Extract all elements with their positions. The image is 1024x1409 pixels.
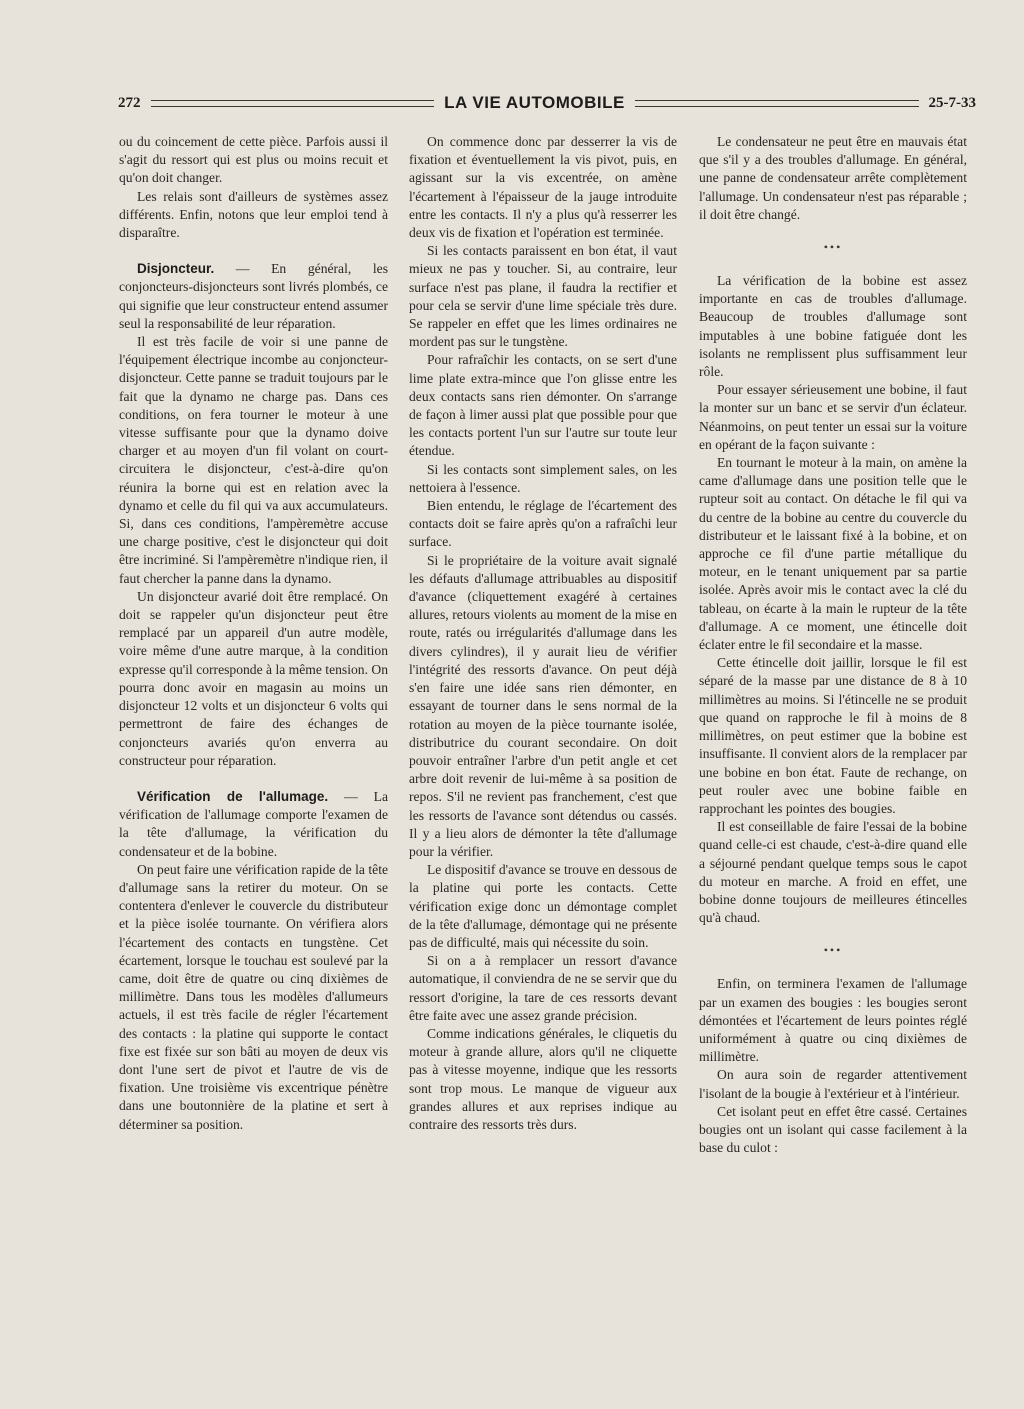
section-separator: •••	[823, 240, 843, 255]
paragraph: La vérification de la bobine est assez importante en cas de troubles d'allumage. Beaucoup de troubles d'allumage sont imputables à une bobine fatiguée dont les isolants ne remplissent plus suffisamment leur rôle.	[699, 273, 967, 380]
paragraph: Il est très facile de voir si une panne de l'équipement électrique incombe au conjoncteur-disjoncteur. Cette panne se traduit toujours par le fait que la dynamo ne charge pas. Dans ces conditions, on fera tourner le moteur à une vitesse suffisante pour que la dynamo doive charger et au moyen d'un fil volant on court-circuitera le disjoncteur, c'est-à-dire qu'on réunira la borne qui est en relation avec la dynamo et celle du fil qui va aux accumulateurs. Si, dans ces conditions, l'ampèremètre accuse une charge positive, c'est le disjoncteur qui doit être incriminé. Si l'ampèremètre n'indique rien, il faut chercher la panne dans la dynamo.	[119, 334, 388, 586]
paragraph: Si les contacts paraissent en bon état, il vaut mieux ne pas y toucher. Si, au contraire, leur surface n'est pas plane, il faudra la rectifier et pour cela se servir d'une lime spéciale très dure. Se rappeler en effet que les limes ordinaires ne mordent pas sur le tungstène.	[409, 243, 677, 350]
paragraph: Si le propriétaire de la voiture avait signalé les défauts d'allumage attribuables au dispositif d'avance (cliquettement exagéré à certaines allures, retours violents au moment de la mise en route, ratés ou irrégularités d'allumage dans les divers cylindres), il y aurait lieu de vérifier l'intégrité des ressorts d'avance. On peut déjà s'en faire une idée sans rien démonter, en essayant de tourner dans le sens normal de la rotation au moyen de la pièce tournante isolée, distributrice du courant secondaire. On doit pouvoir entraîner l'arbre d'un petit angle et cet arbre doit revenir de lui-même à sa position de repos. S'il ne revient pas franchement, c'est que les ressorts de l'avance sont détendus ou cassés. Il y a lieu alors de démonter la tête d'allumage pour la vérifier.	[409, 552, 677, 859]
text-column-2	[409, 133, 677, 1134]
paragraph: ou du coincement de cette pièce. Parfois aussi il s'agit du ressort qui est plus ou moins recuit et qu'on doit changer.	[119, 134, 388, 186]
paragraph: Le condensateur ne peut être en mauvais état que s'il y a des troubles d'allumage. En général, une panne de condensateur arrête complètement l'allumage. Un condensateur n'est pas réparable ; il doit être changé.	[699, 134, 967, 222]
paragraph: Pour rafraîchir les contacts, on se sert d'une lime plate extra-mince que l'on glisse entre les deux contacts sans rien démonter. On s'arrange de façon à limer aussi plat que possible pour que les contacts portent l'un sur l'autre sur toute leur étendue.	[409, 352, 677, 459]
section-heading: Vérification de l'allumage.	[137, 788, 329, 804]
paragraph: Bien entendu, le réglage de l'écartement des contacts doit se faire après qu'on a rafraîchi leur surface.	[409, 498, 677, 550]
paragraph: Enfin, on terminera l'examen de l'allumage par un examen des bougies : les bougies seront démontées et l'écartement de leurs pointes réglé uniformément à quatre ou cinq dixièmes de millimètre.	[699, 976, 967, 1065]
header-rule-left	[151, 100, 435, 107]
paragraph: On commence donc par desserrer la vis de fixation et éventuellement la vis pivot, puis, en agissant sur la vis excentrée, on amène l'écartement à l'épaisseur de la jauge introduite entre les contacts. Il n'y a plus qu'à resserrer les deux vis de fixation et l'opération est terminée.	[409, 134, 677, 241]
paragraph: On peut faire une vérification rapide de la tête d'allumage sans la retirer du moteur. On se contentera d'enlever le couvercle du distributeur et la pièce isolée tournante. On vérifiera alors l'écartement des contacts en tungstène. Cet écartement, lorsque le touchau est soulevé par la came, doit être de quatre ou cinq dixièmes de millimètre. Dans tous les modèles d'allumeurs actuels, il est très facile de régler l'écartement des contacts : la platine qui supporte le contact fixe est fixée sur son bâti au moyen de deux vis dont l'une sert de pivot et l'autre de vis de fixation. Une troisième vis excentrique pénètre dans une boutonnière de la platine et sert à déterminer sa position.	[119, 861, 388, 1132]
paragraph-text: — En général, les conjoncteurs-disjoncteurs sont livrés plombés, ce qui signifie que leur constructeur entend assumer seul la responsabilité de leur réparation.	[119, 261, 388, 331]
page-number: 272	[118, 94, 141, 111]
issue-date: 25-7-33	[928, 94, 976, 111]
paragraph: On aura soin de regarder attentivement l'isolant de la bougie à l'extérieur et à l'intérieur.	[699, 1067, 967, 1101]
paragraph: Le dispositif d'avance se trouve en dessous de la platine qui porte les contacts. Cette vérification exige donc un démontage complet de la tête d'allumage, démontage qui ne présente pas de difficulté, mais qui nécessite du soin.	[409, 862, 677, 950]
section-disjoncteur	[119, 260, 388, 333]
paragraph: Il est conseillable de faire l'essai de la bobine quand celle-ci est chaude, c'est-à-dire quand elle a séjourné pendant quelque temps sous le capot du moteur en marche. A froid en effet, une bobine donne toujours de meilleures étincelles qu'à chaud.	[699, 819, 967, 926]
section-separator: •••	[823, 943, 843, 958]
paragraph: Cette étincelle doit jaillir, lorsque le fil est séparé de la masse par une distance de 8 à 10 millimètres au moins. Si l'étincelle ne se produit que quand on rapproche le fil à moins de 8 millimètres, on peut estimer que la bobine est insuffisante. Il convient alors de la remplacer par une bobine en bon état. Faute de rechange, on peut rouler avec une bobine faible en rapprochant les pointes des bougies.	[699, 655, 967, 816]
paragraph: En tournant le moteur à la main, on amène la came d'allumage dans une position telle que le rupteur soit au contact. On détache le fil qui va du centre de la bobine au centre du couvercle du distributeur et le laissant fixé à la bobine, et on approche ce fil d'une partie métallique du moteur, en le tenant uniquement par sa partie isolée. Après avoir mis le contact avec la clé du tableau, on écarte à la main le rupteur de la tête d'allumage. A ce moment, une étincelle doit éclater entre le fil secondaire et la masse.	[699, 455, 967, 653]
paragraph: Les relais sont d'ailleurs de systèmes assez différents. Enfin, notons que leur emploi tend à disparaître.	[119, 188, 388, 241]
journal-title: LA VIE AUTOMOBILE	[444, 93, 625, 112]
page-header	[118, 93, 976, 113]
section-verification	[119, 788, 388, 861]
text-column-1	[119, 133, 388, 1134]
paragraph-text: — La vérification de l'allumage comporte l'examen de la tête d'allumage, la vérification du condensateur et de la bobine.	[119, 788, 388, 859]
paragraph: Cet isolant peut en effet être cassé. Certaines bougies ont un isolant qui casse facilement à la base du culot :	[699, 1103, 967, 1156]
paragraph: Si les contacts sont simplement sales, on les nettoiera à l'essence.	[409, 461, 677, 495]
paragraph: Un disjoncteur avarié doit être remplacé. On doit se rappeler qu'un disjoncteur peut être remplacé par un appareil d'un autre modèle, voire même d'une autre marque, à la condition expresse qu'il corresponde à la même tension. On pourra donc avoir en magasin au moins un disjoncteur 12 volts et un disjoncteur 6 volts qui permettront de faire des échanges de conjoncteurs avariés qu'on enverra au constructeur pour réparation.	[119, 588, 388, 768]
text-column-3	[699, 133, 967, 1157]
paragraph: Comme indications générales, le cliquetis du moteur à grande allure, alors qu'il ne cliquette pas à vitesse moyenne, indique que les ressorts sont trop mous. Le manque de vigueur aux grandes allures et aux reprises indique au contraire des ressorts très durs.	[409, 1025, 677, 1132]
section-heading: Disjoncteur.	[137, 261, 215, 277]
paragraph: Si on a à remplacer un ressort d'avance automatique, il conviendra de ne se servir que du ressort d'origine, la tare de ces ressorts devant être faite avec une assez grande précision.	[409, 953, 677, 1023]
header-rule-right	[635, 100, 919, 107]
paragraph: Pour essayer sérieusement une bobine, il faut la monter sur un banc et se servir d'un éclateur. Néanmoins, on peut tenter un essai sur la voiture en opérant de la façon suivante :	[699, 382, 967, 452]
